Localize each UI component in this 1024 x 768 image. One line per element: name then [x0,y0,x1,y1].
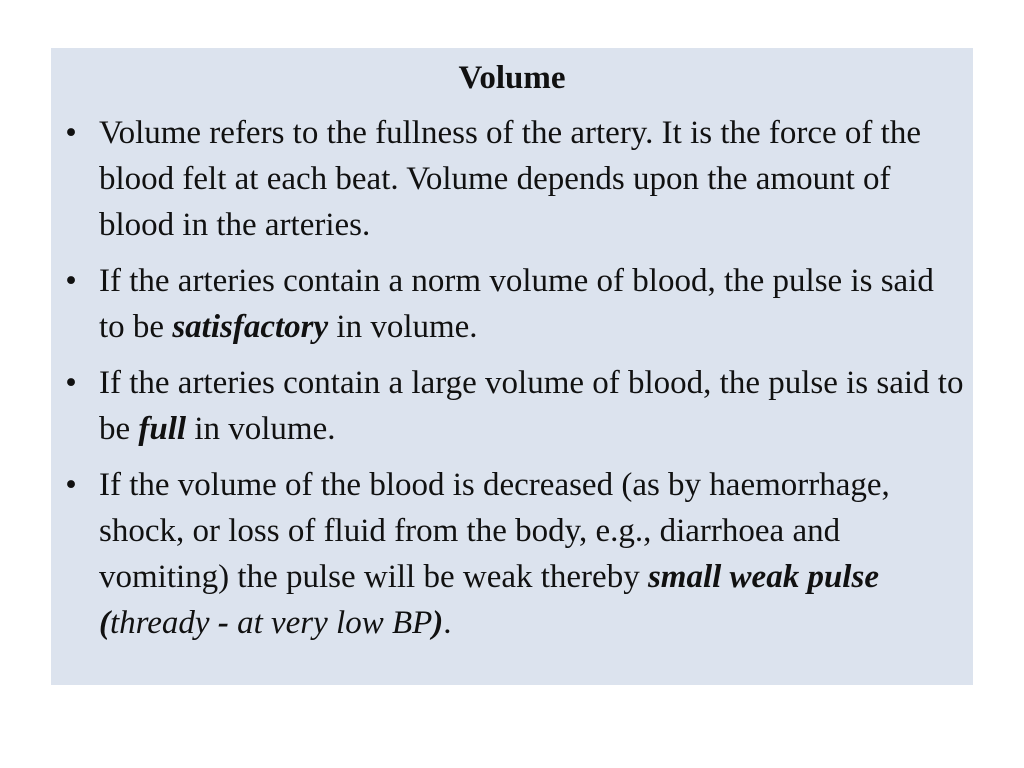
bullet-text-end: in volume. [328,309,478,345]
bullet-item-decreased [51,462,973,646]
emphasis-dash: - [209,605,238,641]
bullet-text-end: in volume. [186,411,336,447]
bullet-icon: • [65,115,77,151]
italic-term-low-bp: at very low BP [237,605,433,641]
bullet-item-full [51,360,973,452]
bullet-list [51,110,973,656]
emphasis-close-paren: ) [432,605,444,641]
emphasis-term: small weak pulse ( [99,559,879,641]
bullet-icon: • [65,263,77,299]
bullet-text: If the volume of the blood is decreased (as by haemorrhage, shock, or loss of fluid from the body, e.g., diarrhoea and vomiting) the pulse will be weak thereby [99,467,890,595]
bullet-text: If the arteries contain a norm volume of blood, the pulse is said to be [99,263,934,345]
bullet-text: Volume refers to the fullness of the artery. It is the force of the blood felt at each beat. Volume depends upon the amount of blood in the arteries. [99,115,921,243]
slide-title: Volume [458,60,566,96]
bullet-text-end: . [443,605,452,641]
bullet-icon: • [65,467,77,503]
bullet-icon: • [65,365,77,401]
emphasis-term: full [138,411,187,447]
bullet-item-volume-definition [51,110,973,248]
bullet-item-satisfactory [51,258,973,350]
emphasis-term: satisfactory [172,309,329,345]
content-panel [51,48,973,685]
bullet-text: If the arteries contain a large volume of blood, the pulse is said to be [99,365,964,447]
italic-term-thready: thready [110,605,210,641]
